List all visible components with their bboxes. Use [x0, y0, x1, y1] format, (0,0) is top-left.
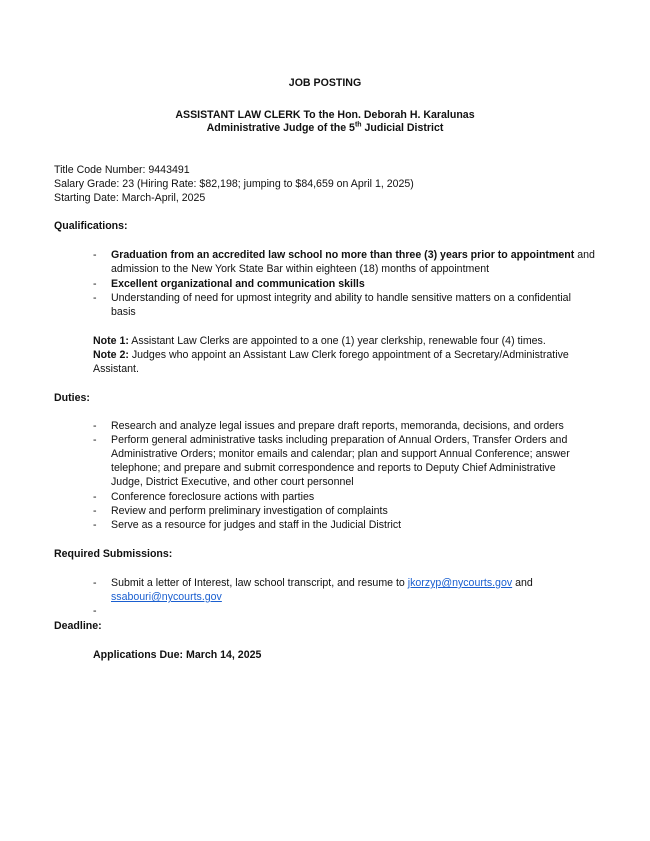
duty-item: Serve as a resource for judges and staff in the Judicial District [111, 519, 402, 531]
duty-item: Research and analyze legal issues and prepare draft reports, memoranda, decisions, and orders [111, 420, 564, 432]
subtitle-text: Administrative Judge of the 5 [206, 122, 355, 134]
bullet: - [93, 278, 97, 290]
note-text: Judges who appoint an Assistant Law Clerk forego appointment of a Secretary/Administrative [128, 349, 569, 361]
salary-grade: Salary Grade: 23 (Hiring Rate: $82,198; jumping to $84,659 on April 1, 2025) [54, 178, 414, 190]
submission-item-cont [111, 590, 222, 604]
job-title: ASSISTANT LAW CLERK To the Hon. Deborah H. Karalunas [175, 109, 475, 121]
submission-and: and [512, 577, 533, 589]
subtitle-sup: th [354, 121, 362, 129]
q1-rest: and [574, 249, 595, 261]
subtitle-text-end: Judicial District [361, 122, 444, 134]
bullet: - [93, 505, 97, 517]
bullet: - [93, 434, 97, 446]
note-2 [93, 348, 569, 362]
bullet: - [93, 420, 97, 432]
duty-item: Perform general administrative tasks including preparation of Annual Orders, Transfer Orders and [111, 434, 568, 446]
note-text: Assistant Law Clerks are appointed to a one (1) year clerkship, renewable four (4) times. [128, 335, 546, 347]
duty-item: Review and perform preliminary investigation of complaints [111, 505, 388, 517]
duty-item: Conference foreclosure actions with parties [111, 491, 315, 503]
submissions-heading: Required Submissions: [54, 548, 173, 560]
bullet: - [93, 519, 97, 531]
qualification-item: Excellent organizational and communication skills [111, 278, 365, 290]
title-code: Title Code Number: 9443491 [54, 164, 190, 176]
submission-text: Submit a letter of Interest, law school transcript, and resume to [111, 577, 408, 589]
bullet: - [93, 577, 97, 589]
qualifications-heading: Qualifications: [54, 220, 128, 232]
job-subtitle [0, 121, 650, 135]
bullet: - [93, 249, 97, 261]
duties-heading: Duties: [54, 392, 90, 404]
bullet: - [93, 292, 97, 304]
email-link-jkorzyp[interactable]: jkorzyp@nycourts.gov [407, 577, 513, 589]
note-label: Note 2: [93, 349, 129, 361]
q1-bold: Graduation from an accredited law school no more than three (3) years prior to appointment [111, 249, 575, 261]
qualification-item-cont: basis [111, 306, 136, 318]
note-1 [93, 334, 546, 348]
duty-item-cont: telephone; and prepare and submit correspondence and reports to Deputy Chief Administrative [111, 462, 556, 474]
doc-heading: JOB POSTING [288, 77, 362, 89]
note-label: Note 1: [93, 335, 129, 347]
qualification-item-cont: admission to the New York State Bar within eighteen (18) months of appointment [111, 263, 490, 275]
deadline-heading: Deadline: [54, 620, 102, 632]
starting-date: Starting Date: March-April, 2025 [54, 192, 206, 204]
duty-item-cont: Judge, District Executive, and other court personnel [111, 476, 354, 488]
qualification-item: Understanding of need for upmost integrity and ability to handle sensitive matters on a confidential [111, 292, 571, 304]
qualification-item [111, 248, 595, 262]
bullet: - [93, 491, 97, 503]
bullet: - [93, 605, 97, 617]
email-link-ssabouri[interactable]: ssabouri@nycourts.gov [111, 591, 222, 603]
duty-item-cont: Administrative Orders; monitor emails and calendar; plan and support Annual Conference; answer [111, 448, 570, 460]
submission-item [111, 576, 533, 590]
applications-due: Applications Due: March 14, 2025 [93, 649, 262, 661]
note-2-cont: Assistant. [93, 363, 139, 375]
